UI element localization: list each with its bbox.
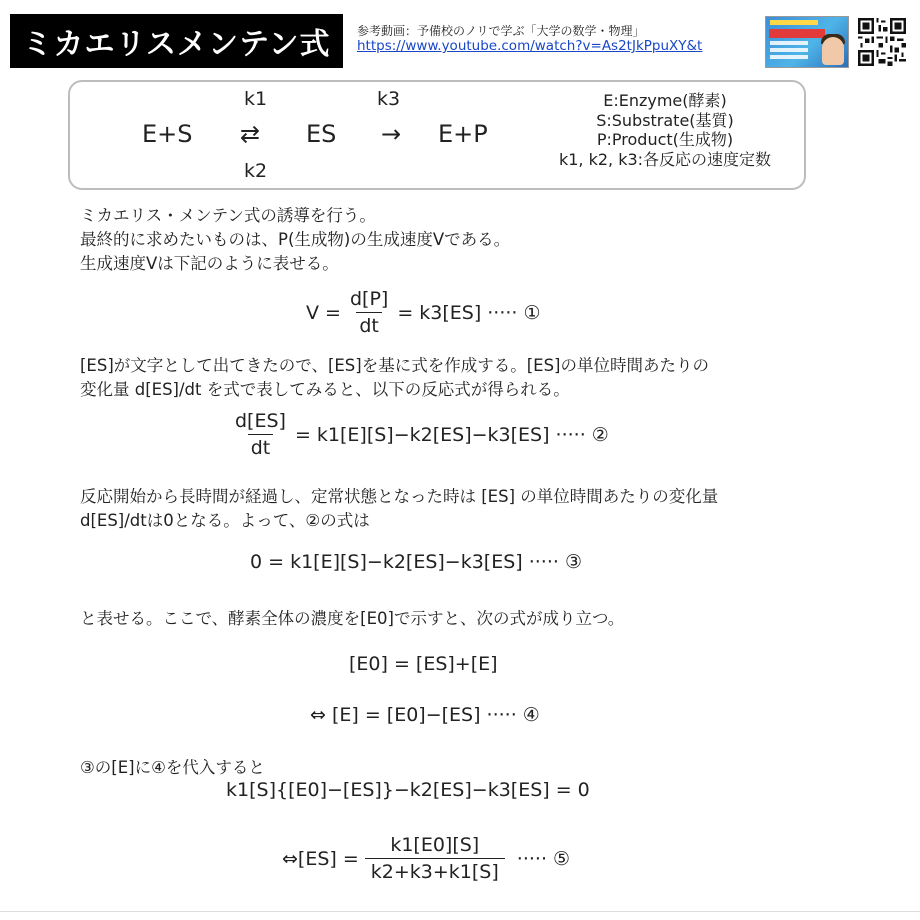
equation-5 xyxy=(282,834,570,883)
eq1-rhs: = k3[ES] xyxy=(397,301,482,324)
eq2-numerator: d[ES] xyxy=(235,410,286,432)
equation-2 xyxy=(226,410,609,459)
eq1-fraction xyxy=(347,288,391,337)
thumbnail-text-line xyxy=(770,55,808,59)
legend-item: S:Substrate(基質) xyxy=(596,110,734,130)
eq4-number: ····· ④ xyxy=(486,704,540,726)
rate-constant-k2: k2 xyxy=(244,160,268,182)
paragraph-line: 反応開始から長時間が経過し、定常状態となった時は [ES] の単位時間あたりの変化量 xyxy=(80,487,719,506)
eq1-numerator: d[P] xyxy=(349,288,389,310)
video-thumbnail[interactable] xyxy=(765,16,849,68)
page-title-text: ミカエリスメンテン式 xyxy=(22,27,331,62)
paragraph-line: [ES]が文字として出てきたので、[ES]を基に式を作成する。[ES]の単位時間あたりの xyxy=(80,356,709,375)
reactants: E+S xyxy=(142,120,193,148)
equation-total-enzyme xyxy=(349,653,498,675)
equation-substituted xyxy=(226,779,590,801)
equation-4 xyxy=(310,704,540,726)
paragraph-line: と表せる。ここで、酵素全体の濃度を[E0]で示すと、次の式が成り立つ。 xyxy=(80,609,625,628)
thumbnail-text-line xyxy=(770,48,808,52)
thumbnail-text-line xyxy=(770,41,808,45)
intro-line: ミカエリス・メンテン式の誘導を行う。 xyxy=(80,206,376,225)
equation-1 xyxy=(306,288,541,337)
reference-link[interactable]: https://www.youtube.com/watch?v=As2tJkPpuXY&t xyxy=(357,38,703,54)
thumbnail-title-strip xyxy=(769,29,825,38)
eq3-body: 0 = k1[E][S]−k2[ES]−k3[ES] xyxy=(250,551,523,573)
eq1-denominator: dt xyxy=(356,312,382,337)
enzyme-substrate-complex: ES xyxy=(306,120,337,148)
intro-line: 生成速度Vは下記のように表せる。 xyxy=(80,254,339,273)
qr-code-icon[interactable] xyxy=(858,18,906,66)
paragraph-line: 変化量 d[ES]/dt を式で表してみると、以下の反応式が得られる。 xyxy=(80,380,570,399)
rate-constant-k1: k1 xyxy=(244,88,268,110)
eq5-number: ····· ⑤ xyxy=(516,847,571,870)
eq5-fraction xyxy=(365,834,505,883)
eq2-fraction xyxy=(232,410,289,459)
legend-item: P:Product(生成物) xyxy=(596,130,734,149)
equilibrium-arrow-icon: ⇄ xyxy=(240,120,261,148)
rate-constant-k3: k3 xyxy=(377,88,401,110)
forward-arrow-icon: → xyxy=(381,120,402,148)
paragraph-line: ③の[E]に④を代入すると xyxy=(80,758,265,777)
page-title xyxy=(10,14,343,68)
eq-substituted-body: k1[S]{[E0]−[ES]}−k2[ES]−k3[ES] = 0 xyxy=(226,779,590,801)
intro-line: 最終的に求めたいものは、P(生成物)の生成速度Vである。 xyxy=(80,230,511,249)
eq1-number: ····· ① xyxy=(487,301,541,324)
thumbnail-presenter xyxy=(822,37,844,65)
eq2-denominator: dt xyxy=(248,434,274,459)
paragraph-line: d[ES]/dtは0となる。よって、②の式は xyxy=(80,511,370,530)
equation-3 xyxy=(250,551,582,573)
thumbnail-banner xyxy=(770,20,818,25)
eq1-lhs: V = xyxy=(306,301,341,324)
eq2-rhs: = k1[E][S]−k2[ES]−k3[ES] xyxy=(294,423,550,446)
products: E+P xyxy=(438,120,488,148)
eq3-number: ····· ③ xyxy=(528,551,582,573)
eq2-number: ····· ② xyxy=(555,423,609,446)
eq-total-enzyme-body: [E0] = [ES]+[E] xyxy=(349,653,498,675)
reference-label: 参考動画：予備校のノリで学ぶ「大学の数学・物理」 xyxy=(357,24,645,38)
legend-item: E:Enzyme(酵素) xyxy=(603,91,727,110)
legend-item: k1, k2, k3:各反応の速度定数 xyxy=(558,149,772,169)
bottom-divider xyxy=(0,911,920,912)
eq5-denominator: k2+k3+k1[S] xyxy=(365,858,505,883)
eq5-lhs: ⇔[ES] = xyxy=(282,847,359,870)
symbol-legend xyxy=(536,91,794,169)
eq4-body: ⇔ [E] = [E0]−[ES] xyxy=(310,704,481,726)
eq5-numerator: k1[E0][S] xyxy=(390,834,480,856)
